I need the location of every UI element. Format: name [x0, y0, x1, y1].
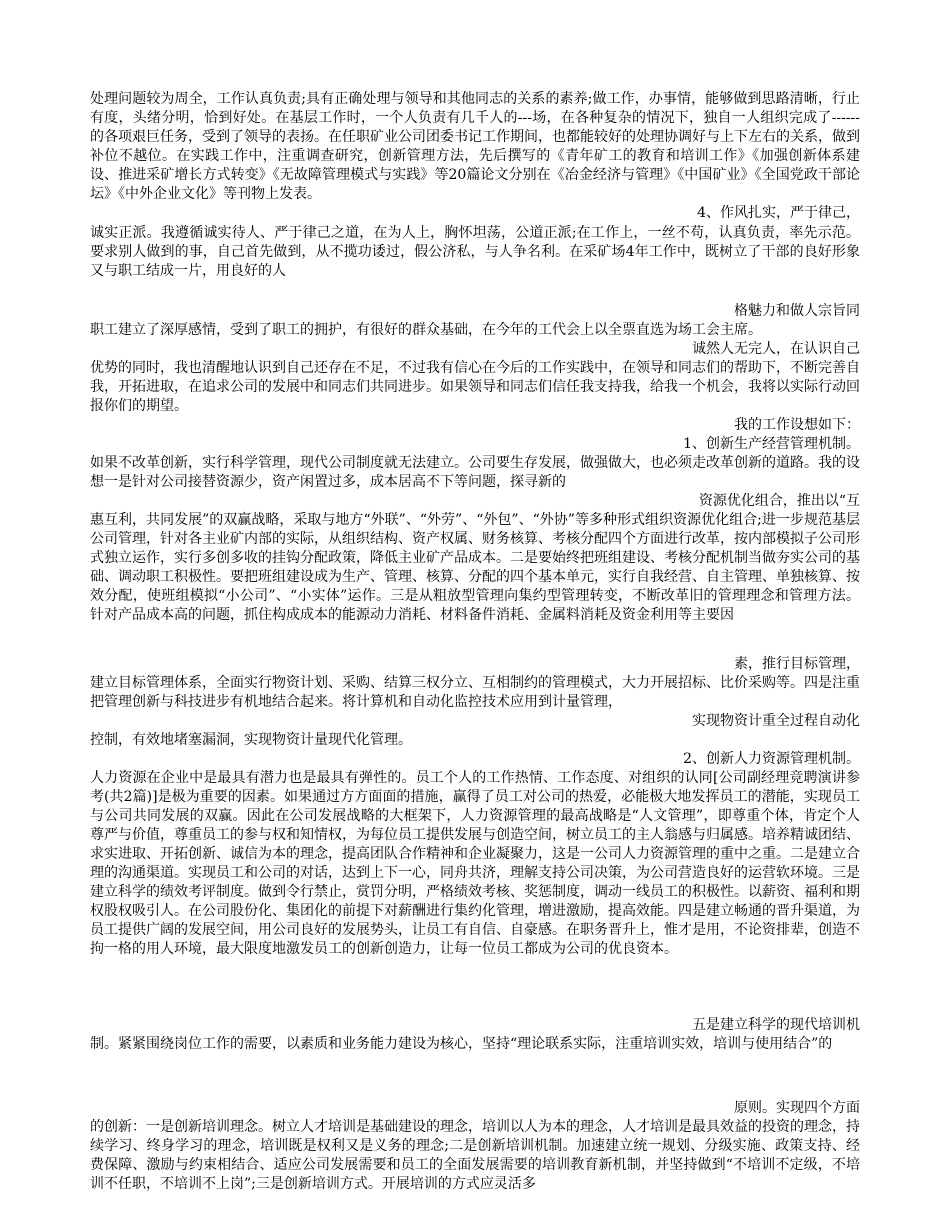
line-continuation-charisma: 格魅力和做人宗旨同	[734, 303, 860, 319]
line-resource-optimization: 资源优化组合，推出以“互	[698, 493, 860, 509]
paragraph-training-innovation: 的创新：一是创新培训理念。树立人才培训是基础建设的理念，培训以人为本的理念，人才培训是最具效益的投资的理念，持续学习、终身学习的理念，培训既是权利又是义务的理念;二是创新培训机制。加速建立统一规划、分级实施、政策支持、经费保障、激励与约束相结合、适应公司发展需要和员工的全面发展需要的培训教育新机制，并坚持做到“不培训不定级，不培训不任职，不培训不上岗”;三是创新培训方式。开展培训的方式应灵活多	[90, 1119, 860, 1192]
heading-work-plan: 我的工作设想如下：	[734, 417, 860, 433]
line-principle: 原则。实现四个方面	[734, 1100, 860, 1116]
paragraph-training-system: 制。紧紧围绕岗位工作的需要，以素质和业务能力建设为核心，坚持“理论联系实际，注重培训实效，培训与使用结合”的	[90, 1036, 833, 1052]
paragraph-reform-innovation: 如果不改革创新，实行科学管理，现代公司制度就无法建立。公司要生存发展，做强做大，也必须走改革创新的道路。我的设想一是针对公司接替资源少，资产闲置过多，成本居高不下等问题，探寻新的	[90, 455, 860, 490]
paragraph-commitment: 优势的同时，我也清醒地认识到自己还存在不足，不过我有信心在今后的工作实践中，在领导和同志们的帮助下，不断完善自我，开拓进取，在追求公司的发展中和同志们共同进步。如果领导和同志们信任我支持我，给我一个机会，我将以实际行动回报你们的期望。	[90, 360, 860, 414]
heading-plan-1: 1、创新生产经营管理机制。	[683, 436, 860, 452]
line-self-awareness: 诚然人无完人，在认识自己	[692, 341, 860, 357]
paragraph-win-win-strategy: 惠互利，共同发展”的双赢战略，采取与地方“外联”、“外劳”、“外包”、“外协”等多种形式组织资源优化组合;进一步规范基层公司管理，针对各主业矿内部的实际，从组织结构、资产权属、财务核算、考核分配四个方面进行改革，按内部模拟子公司形式独立运作，实行多创多收的挂钩分配政策，降低主业矿产品成本。二是要始终把班组建设、考核分配机制当做夯实公司的基础、调动职工积极性。要把班组建设成为生产、管理、核算、分配的四个基本单元，实行自我经营、自主管理、单独核算、按效分配，使班组模拟“小公司”、“小实体”运作。三是从粗放型管理向集约型管理转变，不断改革旧的管理理念和管理方法。针对产品成本高的问题，抓住构成成本的能源动力消耗、材料备件消耗、金属料消耗及资金利用等主要因	[90, 512, 860, 623]
paragraph-human-resources: 人力资源在企业中是最具有潜力也是最具有弹性的。员工个人的工作热情、工作态度、对组织的认同[公司副经理竞聘演讲参考(共2篇)]是极为重要的因素。如果通过方方面面的措施，赢得了员工对公司的热爱，必能极大地发挥员工的潜能，实现员工与公司共同发展的双赢。因此在公司发展战略的大框架下，人力资源管理的最高战略是“人文管理”，即尊重个体，肯定个人尊严与价值，尊重员工的参与权和知情权，为每位员工提供发展与创造空间，树立员工的主人翁感与归属感。培养精诚团结、求实进取、开拓创新、诚信为本的理念，提高团队合作精神和企业凝聚力，这是一公司人力资源管理的重中之重。二是建立合理的沟通渠道。实现员工和公司的对话，达到上下一心，同舟共济，理解支持公司决策，为公司营造良好的运营软环境。三是建立科学的绩效考评制度。做到令行禁止，赏罚分明，严格绩效考核、奖惩制度，调动一线员工的积极性。以薪资、福利和期权股权吸引人。在公司股份化、集团化的前提下对薪酬进行集约化管理，增进激励，提高效能。四是建立畅通的晋升渠道，为员工提供广阔的发展空间，用公司良好的发展势头，让员工有自信、自豪感。在职务晋升上，惟才是用，不论资排辈，创造不拘一格的用人环境，最大限度地激发员工的创新创造力，让每一位员工都成为公司的优良资本。	[90, 770, 860, 957]
section-heading-style: 4、作风扎实，严于律己，	[697, 205, 860, 221]
heading-plan-2: 2、创新人力资源管理机制。	[683, 751, 860, 767]
paragraph-leadership-experience: 处理问题较为周全，工作认真负责;具有正确处理与领导和其他同志的关系的素养;做工作，办事情，能够做到思路清晰，行止有度，头绪分明，恰到好处。在基层工作时，一个人负责有几千人的---场，在各种复杂的情况下，独自一人组织完成了------的各项艰巨任务，受到了领导的表扬。在任职矿业公司团委书记工作期间，也都能较好的处理协调好与上下左右的关系，做到补位不越位。在实践工作中，注重调查研究，创新管理方法，先后撰写的《青年矿工的教育和培训工作》《加强创新体系建设、推进采矿增长方式转变》《无故障管理模式与实践》等20篇论文分别在《冶金经济与管理》《中国矿业》《全国党政干部论坛》《中外企业文化》等刊物上发表。	[90, 91, 860, 202]
paragraph-union-chair: 职工建立了深厚感情，受到了职工的拥护，有很好的群众基础，在今年的工代会上以全票直选为场工会主席。	[90, 322, 762, 338]
line-target-management: 素，推行目标管理，	[734, 656, 860, 672]
paragraph-integrity: 诚实正派。我遵循诚实待人、严于律己之道，在为人上，胸怀坦荡，公道正派;在工作上，一丝不苟，认真负责，率先示范。要求别人做到的事，自己首先做到，从不揽功诿过，假公济私，与人争名利。在采矿场4年工作中，既树立了干部的良好形象又与职工结成一片，用良好的人	[90, 225, 860, 279]
line-automation: 实现物资计重全过程自动化	[692, 713, 860, 729]
paragraph-metering-control: 控制，有效地堵塞漏洞，实现物资计量现代化管理。	[90, 732, 412, 748]
paragraph-management-system: 建立目标管理体系，全面实行物资计划、采购、结算三权分立、互相制约的管理模式，大力开展招标、比价采购等。四是注重把管理创新与科技进步有机地结合起来。将计算机和自动化监控技术应用到计量管理，	[90, 675, 860, 710]
line-training-mechanism: 五是建立科学的现代培训机	[692, 1017, 860, 1033]
